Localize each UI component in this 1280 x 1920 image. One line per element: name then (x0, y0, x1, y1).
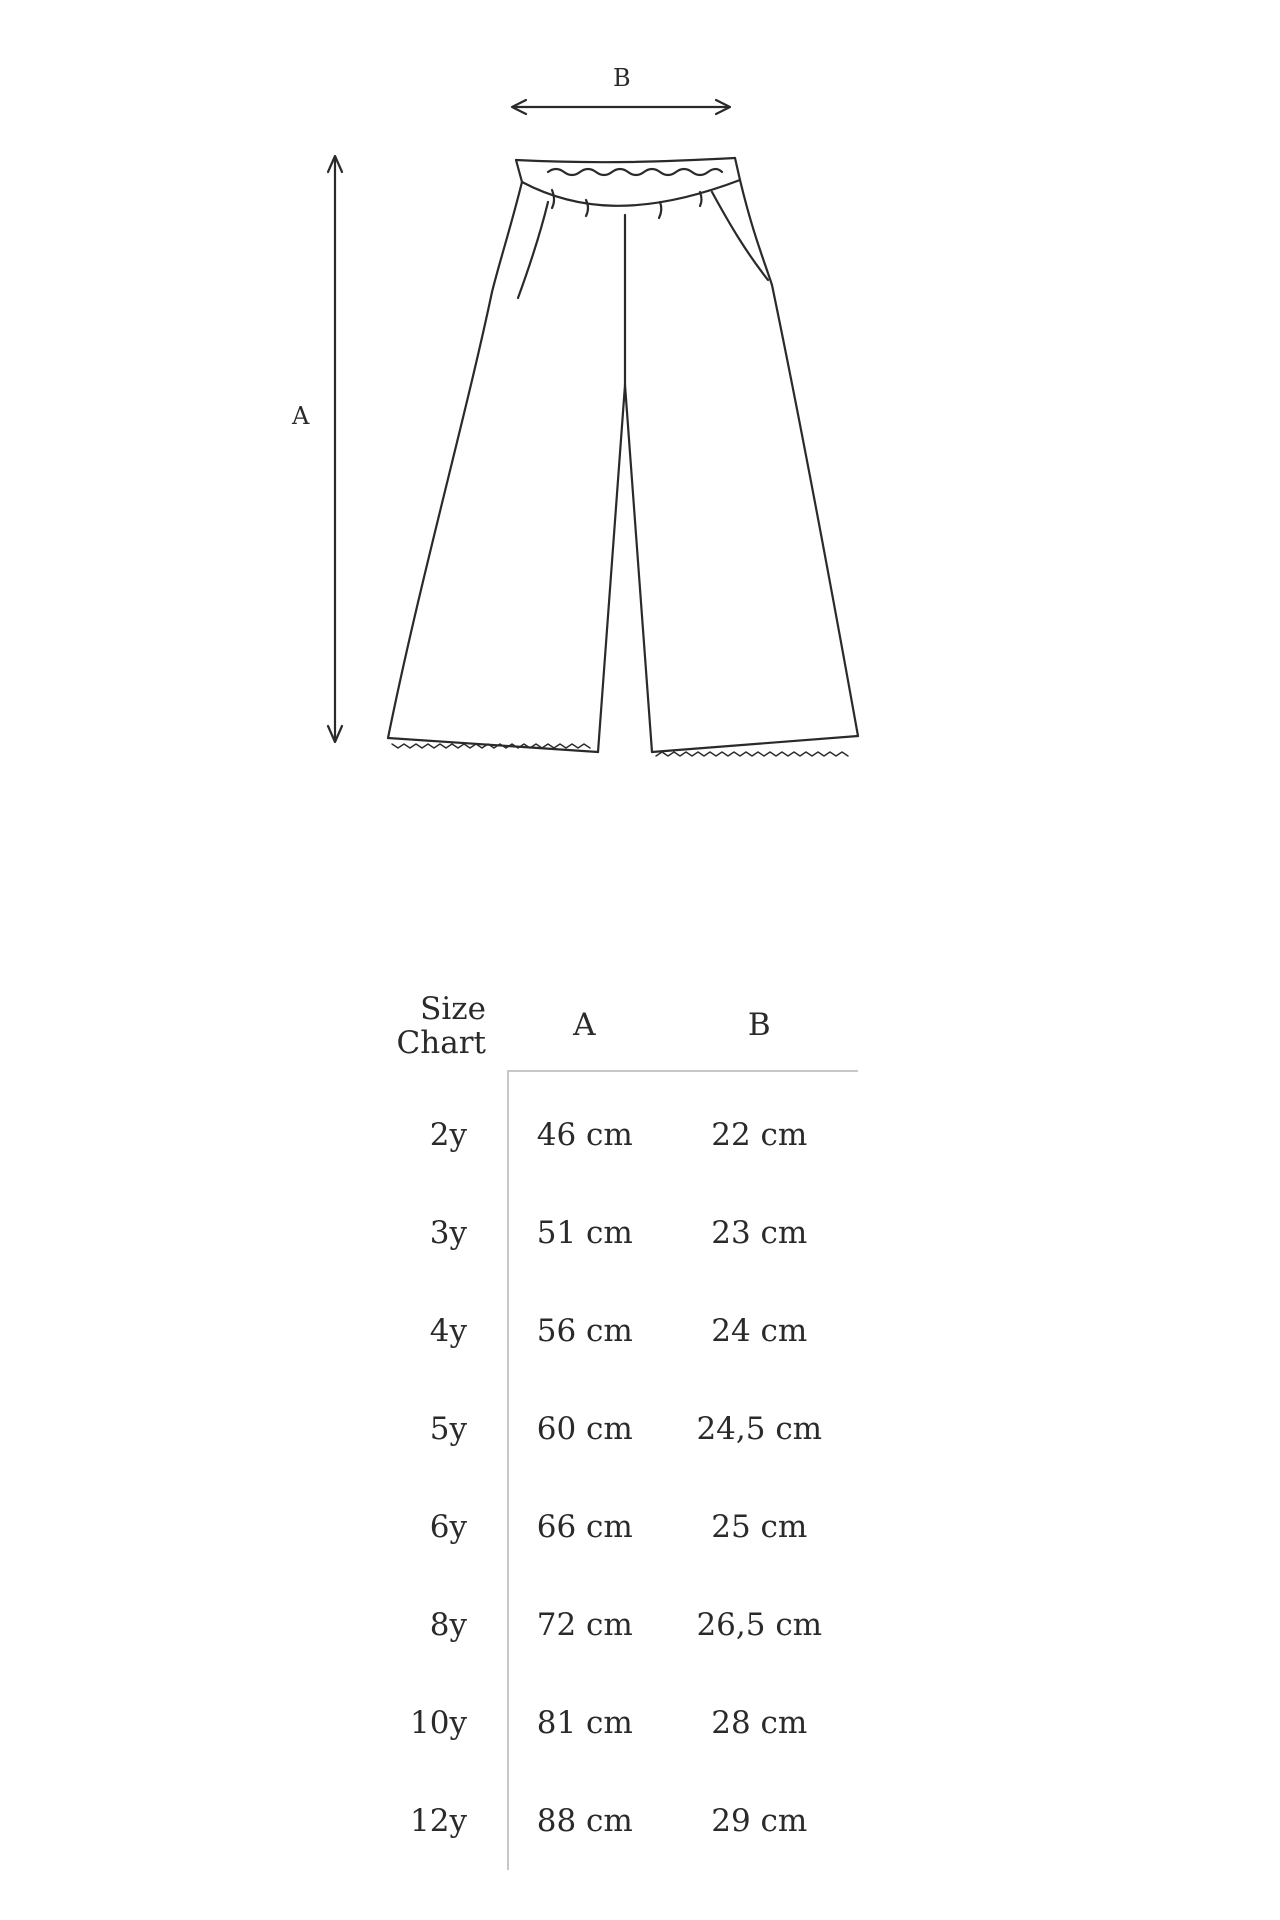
measurement-a-cell: 60 cm (508, 1380, 661, 1478)
dimension-label-b: B (613, 64, 631, 92)
measurement-b-cell: 28 cm (711, 1705, 808, 1741)
measurement-b-cell: 25 cm (711, 1509, 808, 1545)
table-row (362, 1282, 858, 1380)
table-row (362, 1576, 858, 1674)
table-row (362, 1071, 858, 1184)
length-arrow (328, 156, 342, 742)
right-leg (625, 180, 858, 752)
width-arrow (512, 100, 730, 114)
measurement-b-cell: 23 cm (711, 1215, 808, 1251)
table-row (362, 1478, 858, 1576)
measurement-b-cell: 24 cm (711, 1313, 808, 1349)
table-row (362, 1772, 858, 1870)
size-cell: 4y (429, 1313, 467, 1349)
size-chart-title-line1: Size (420, 990, 486, 1027)
pants-illustration (0, 0, 1280, 800)
table-row (362, 1184, 858, 1282)
measurement-a-cell: 66 cm (508, 1478, 661, 1576)
pants-diagram (0, 0, 1280, 800)
measurement-a-cell: 56 cm (508, 1282, 661, 1380)
measurement-a-cell: 81 cm (508, 1674, 661, 1772)
size-chart-header-row (362, 980, 858, 1071)
pocket-lines (518, 192, 768, 298)
measurement-a-cell: 72 cm (508, 1576, 661, 1674)
size-cell: 8y (429, 1607, 467, 1643)
column-header-b: B (661, 980, 858, 1071)
measurement-a-cell: 46 cm (508, 1071, 661, 1184)
measurement-b-cell: 22 cm (711, 1117, 808, 1153)
size-chart-title-line2: Chart (396, 1024, 486, 1061)
size-chart-title (362, 980, 508, 1071)
size-cell: 6y (429, 1509, 467, 1545)
dimension-label-a: A (292, 402, 310, 430)
table-row (362, 1380, 858, 1478)
measurement-a-cell: 51 cm (508, 1184, 661, 1282)
table-row (362, 1674, 858, 1772)
waistband (516, 158, 740, 218)
size-cell: 2y (429, 1116, 467, 1153)
size-chart-table (362, 980, 858, 1870)
measurement-b-cell: 29 cm (711, 1803, 808, 1839)
size-cell: 12y (410, 1803, 467, 1839)
size-cell: 3y (429, 1215, 467, 1251)
measurement-b-cell: 26,5 cm (696, 1607, 823, 1643)
hem-texture (392, 744, 848, 756)
measurement-b-cell: 24,5 cm (696, 1411, 823, 1447)
left-leg (388, 182, 625, 752)
measurement-a-cell: 88 cm (508, 1772, 661, 1870)
size-cell: 5y (429, 1411, 467, 1447)
size-cell: 10y (410, 1705, 467, 1741)
column-header-a: A (508, 980, 661, 1071)
